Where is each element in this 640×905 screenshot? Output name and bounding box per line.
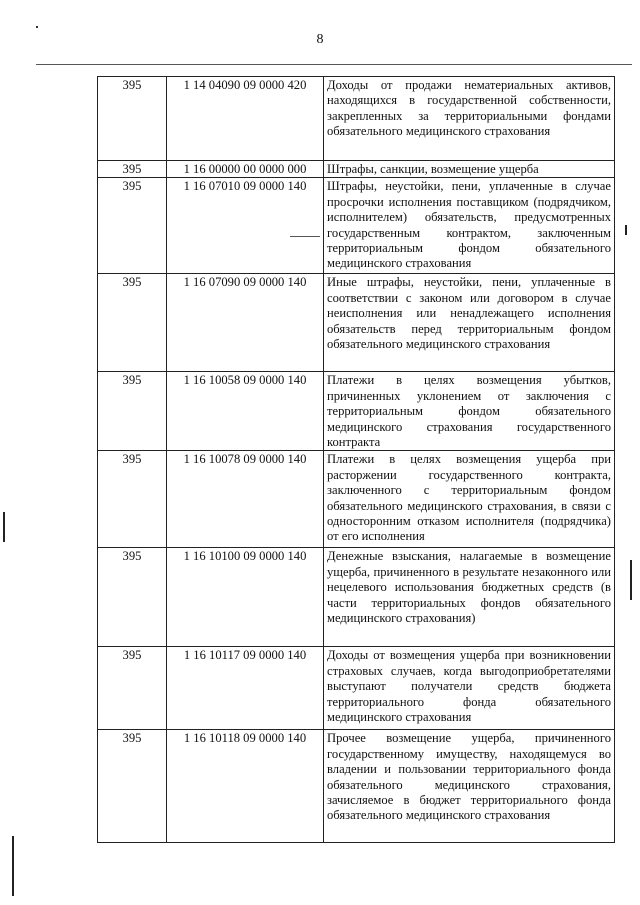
admin-code-cell: 395 <box>98 372 167 451</box>
description-cell: Прочее возмещение ущерба, причиненного государственному имуществу, находящемуся во владении и пользовании территориального фонда обязательного медицинского страхования, зачисляемое в бюджет территориального фонда обязательного медицинского страхования <box>324 730 615 843</box>
scan-edge-mark <box>290 236 320 237</box>
scan-edge-mark <box>3 512 5 542</box>
description-cell: Иные штрафы, неустойки, пени, уплаченные в соответствии с законом или договором в случае неисполнения или ненадлежащего исполнения обязательств перед территориальным фондом обязательного медицинского страхования <box>324 274 615 372</box>
kbk-code-cell: 1 16 07090 09 0000 140 <box>167 274 324 372</box>
scan-edge-mark <box>12 836 14 896</box>
admin-code-cell: 395 <box>98 274 167 372</box>
table-row <box>98 451 615 548</box>
kbk-code-cell: 1 16 10058 09 0000 140 <box>167 372 324 451</box>
kbk-code-cell: 1 16 10117 09 0000 140 <box>167 647 324 730</box>
kbk-code-cell: 1 14 04090 09 0000 420 <box>167 77 324 161</box>
admin-code-cell: 395 <box>98 178 167 274</box>
table-row <box>98 647 615 730</box>
kbk-code-cell: 1 16 10100 09 0000 140 <box>167 548 324 647</box>
kbk-code-cell: 1 16 10078 09 0000 140 <box>167 451 324 548</box>
scan-edge-mark <box>630 560 632 600</box>
table-row <box>98 274 615 372</box>
kbk-code-cell: 1 16 10118 09 0000 140 <box>167 730 324 843</box>
description-cell: Платежи в целях возмещения ущерба при расторжении государственного контракта, заключенного с территориальным фондом обязательного медицинского страхования, в связи с односторонним отказом исполнителя (подрядчика) от его исполнения <box>324 451 615 548</box>
kbk-code-cell: 1 16 07010 09 0000 140 <box>167 178 324 274</box>
table-row <box>98 548 615 647</box>
page-number: 8 <box>316 32 324 47</box>
kbk-code-cell: 1 16 00000 00 0000 000 <box>167 161 324 178</box>
description-cell: Доходы от продажи нематериальных активов, находящихся в государственной собственности, закрепленных за территориальными фондами обязательного медицинского страхования <box>324 77 615 161</box>
admin-code-cell: 395 <box>98 730 167 843</box>
admin-code-cell: 395 <box>98 548 167 647</box>
admin-code-cell: 395 <box>98 77 167 161</box>
description-cell: Денежные взыскания, налагаемые в возмещение ущерба, причиненного в результате незаконного или нецелевого использования бюджетных средств (в части территориальных фондов обязательного медицинского страхования) <box>324 548 615 647</box>
scan-edge-mark <box>625 225 627 235</box>
table-row <box>98 730 615 843</box>
admin-code-cell: 395 <box>98 647 167 730</box>
table-row <box>98 161 615 178</box>
scan-dot <box>36 26 38 28</box>
description-cell: Штрафы, санкции, возмещение ущерба <box>324 161 615 178</box>
admin-code-cell: 395 <box>98 451 167 548</box>
description-cell: Штрафы, неустойки, пени, уплаченные в случае просрочки исполнения поставщиком (подрядчиком, исполнителем) обязательств, предусмотренных государственным контрактом, заключенным территориальным фондом обязательного медицинского страхования <box>324 178 615 274</box>
table-row <box>98 178 615 274</box>
table-row <box>98 77 615 161</box>
revenue-codes-table <box>97 76 615 843</box>
header-rule <box>36 64 632 65</box>
description-cell: Доходы от возмещения ущерба при возникновении страховых случаев, когда выгодоприобретателями выступают получатели средств бюджета территориального фонда обязательного медицинского страхования <box>324 647 615 730</box>
table-row <box>98 372 615 451</box>
admin-code-cell: 395 <box>98 161 167 178</box>
description-cell: Платежи в целях возмещения убытков, причиненных уклонением от заключения с территориальным фондом обязательного медицинского страхования государственного контракта <box>324 372 615 451</box>
